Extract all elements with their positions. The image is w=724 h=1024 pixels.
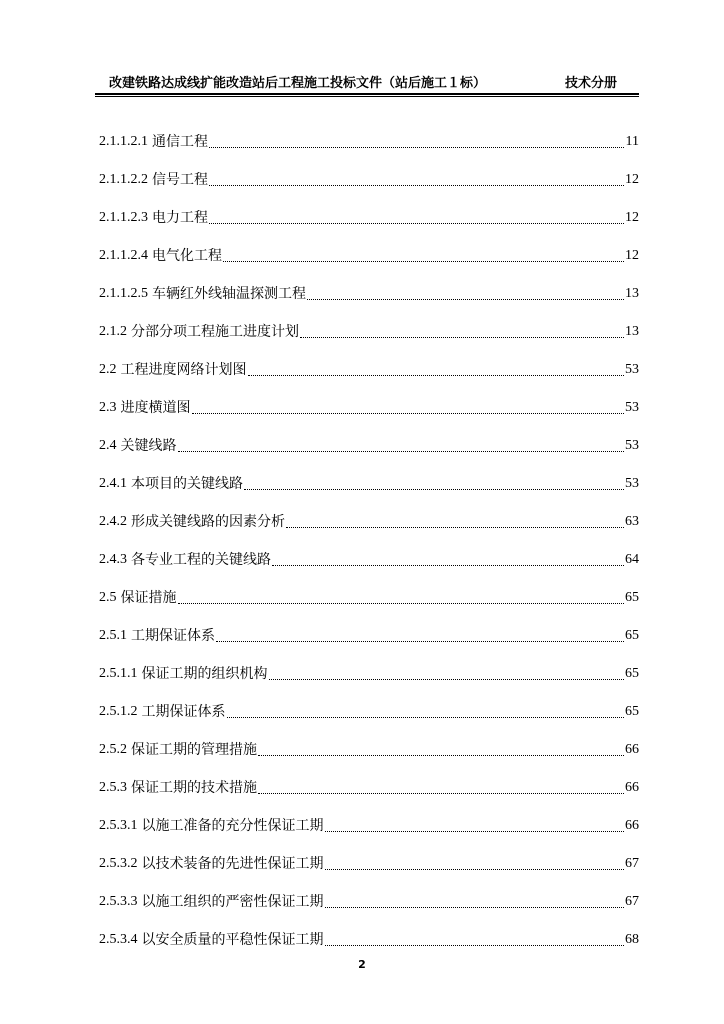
toc-dot-leader (325, 945, 625, 946)
toc-entry-number: 2.3 (99, 400, 117, 415)
toc-entry[interactable] (99, 607, 639, 645)
toc-entry-title: 保证工期的管理措施 (131, 742, 257, 758)
toc-entry-title: 通信工程 (152, 134, 208, 150)
toc-entry-title: 保证工期的技术措施 (131, 780, 257, 796)
toc-entry-number: 2.5.1 (99, 628, 127, 643)
toc-entry-title: 电气化工程 (152, 248, 222, 264)
toc-entry[interactable] (99, 455, 639, 493)
toc-entry[interactable] (99, 493, 639, 531)
toc-entry[interactable] (99, 645, 639, 683)
toc-entry[interactable] (99, 569, 639, 607)
toc-entry[interactable] (99, 873, 639, 911)
toc-entry[interactable] (99, 759, 639, 797)
toc-entry-title: 工期保证体系 (141, 704, 226, 720)
toc-dot-leader (178, 451, 625, 452)
toc-entry[interactable] (99, 265, 639, 303)
toc-entry-page: 53 (625, 438, 639, 453)
toc-entry-number: 2.1.1.2.1 (99, 134, 148, 149)
toc-entry[interactable] (99, 531, 639, 569)
toc-dot-leader (216, 641, 624, 642)
toc-entry-page: 67 (625, 894, 639, 909)
toc-entry-number: 2.1.2 (99, 324, 127, 339)
toc-dot-leader (258, 755, 624, 756)
toc-dot-leader (258, 793, 624, 794)
toc-entry-page: 63 (625, 514, 639, 529)
toc-entry-page: 12 (625, 172, 639, 187)
toc-entry-number: 2.4 (99, 438, 117, 453)
toc-entry[interactable] (99, 227, 639, 265)
table-of-contents (99, 113, 639, 949)
toc-entry[interactable] (99, 683, 639, 721)
toc-entry-number: 2.2 (99, 362, 117, 377)
toc-entry-page: 68 (625, 932, 639, 947)
toc-entry-number: 2.4.2 (99, 514, 127, 529)
toc-entry-page: 66 (625, 818, 639, 833)
toc-entry-number: 2.5.1.2 (99, 704, 138, 719)
toc-entry-title: 信号工程 (152, 172, 208, 188)
toc-entry[interactable] (99, 721, 639, 759)
toc-dot-leader (244, 489, 624, 490)
toc-entry-page: 66 (625, 780, 639, 795)
toc-dot-leader (325, 831, 625, 832)
toc-entry-title: 工程进度网络计划图 (120, 362, 247, 378)
toc-entry[interactable] (99, 113, 639, 151)
toc-entry-number: 2.5.1.1 (99, 666, 138, 681)
page-header (95, 72, 639, 92)
toc-entry-number: 2.5.3 (99, 780, 127, 795)
toc-entry[interactable] (99, 303, 639, 341)
toc-entry-title: 保证措施 (120, 590, 177, 606)
toc-entry-number: 2.4.1 (99, 476, 127, 491)
toc-entry-number: 2.1.1.2.3 (99, 210, 148, 225)
toc-dot-leader (192, 413, 625, 414)
toc-entry[interactable] (99, 189, 639, 227)
toc-dot-leader (178, 603, 625, 604)
toc-entry-number: 2.5 (99, 590, 117, 605)
toc-entry-page: 53 (625, 362, 639, 377)
toc-entry[interactable] (99, 379, 639, 417)
toc-dot-leader (209, 147, 624, 148)
toc-dot-leader (325, 869, 625, 870)
toc-dot-leader (286, 527, 624, 528)
toc-entry-page: 64 (625, 552, 639, 567)
toc-entry-page: 53 (625, 400, 639, 415)
toc-entry-page: 66 (625, 742, 639, 757)
toc-dot-leader (248, 375, 625, 376)
toc-entry-page: 65 (625, 628, 639, 643)
toc-entry-number: 2.5.3.2 (99, 856, 138, 871)
toc-entry-title: 保证工期的组织机构 (141, 666, 268, 682)
toc-entry-number: 2.1.1.2.4 (99, 248, 148, 263)
toc-entry[interactable] (99, 341, 639, 379)
toc-dot-leader (307, 299, 624, 300)
toc-entry-number: 2.5.3.1 (99, 818, 138, 833)
toc-entry-title: 以技术装备的先进性保证工期 (141, 856, 324, 872)
toc-entry-title: 分部分项工程施工进度计划 (131, 324, 299, 340)
toc-entry-title: 本项目的关键线路 (131, 476, 243, 492)
toc-entry[interactable] (99, 417, 639, 455)
toc-entry-number: 2.5.3.4 (99, 932, 138, 947)
toc-entry-number: 2.5.3.3 (99, 894, 138, 909)
toc-entry-title: 各专业工程的关键线路 (131, 552, 271, 568)
toc-entry-page: 13 (625, 286, 639, 301)
toc-dot-leader (300, 337, 624, 338)
toc-entry-page: 13 (625, 324, 639, 339)
toc-entry-page: 65 (625, 666, 639, 681)
toc-entry-page: 11 (625, 134, 639, 149)
toc-entry-page: 53 (625, 476, 639, 491)
toc-entry-number: 2.4.3 (99, 552, 127, 567)
toc-dot-leader (227, 717, 625, 718)
toc-entry-number: 2.5.2 (99, 742, 127, 757)
toc-entry-page: 12 (625, 210, 639, 225)
toc-entry-title: 以施工准备的充分性保证工期 (141, 818, 324, 834)
volume-label: 技术分册 (564, 76, 617, 91)
toc-entry-title: 关键线路 (120, 438, 177, 454)
toc-entry[interactable] (99, 151, 639, 189)
toc-dot-leader (272, 565, 624, 566)
header-rule-thin (95, 96, 639, 97)
toc-entry-page: 67 (625, 856, 639, 871)
toc-dot-leader (223, 261, 624, 262)
document-title: 改建铁路达成线扩能改造站后工程施工投标文件（站后施工１标） (109, 76, 487, 91)
toc-entry[interactable] (99, 835, 639, 873)
header-rule (95, 93, 639, 95)
toc-entry-title: 电力工程 (152, 210, 208, 226)
toc-entry-number: 2.1.1.2.5 (99, 286, 148, 301)
toc-entry-page: 12 (625, 248, 639, 263)
toc-entry-title: 车辆红外线轴温探测工程 (152, 286, 306, 302)
page-number: 2 (358, 958, 366, 971)
toc-entry-title: 进度横道图 (120, 400, 191, 416)
toc-entry-title: 以安全质量的平稳性保证工期 (141, 932, 324, 948)
toc-dot-leader (325, 907, 625, 908)
toc-entry-page: 65 (625, 590, 639, 605)
toc-entry-title: 以施工组织的严密性保证工期 (141, 894, 324, 910)
toc-entry-page: 65 (625, 704, 639, 719)
toc-entry[interactable] (99, 797, 639, 835)
toc-dot-leader (269, 679, 625, 680)
toc-entry-title: 形成关键线路的因素分析 (131, 514, 285, 530)
toc-dot-leader (209, 185, 624, 186)
toc-entry-number: 2.1.1.2.2 (99, 172, 148, 187)
toc-dot-leader (209, 223, 624, 224)
toc-entry-title: 工期保证体系 (131, 628, 215, 644)
toc-entry[interactable] (99, 911, 639, 949)
